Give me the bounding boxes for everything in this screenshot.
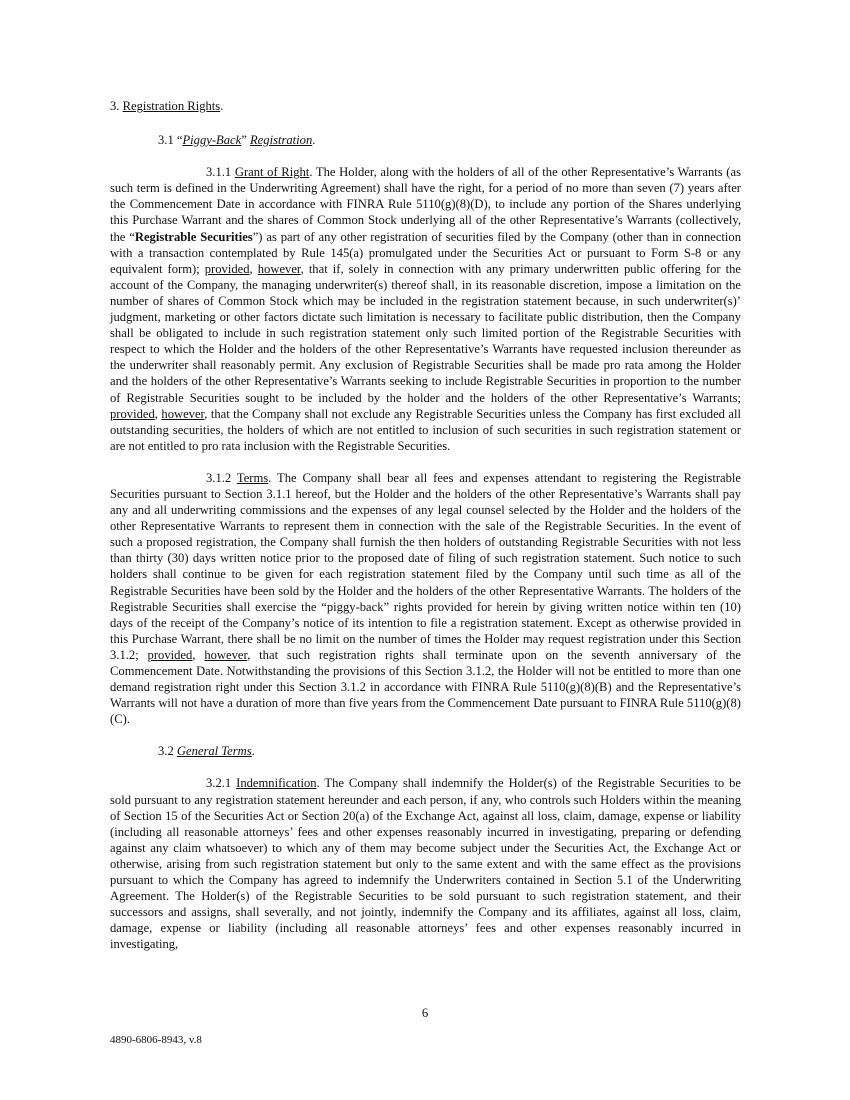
- document-id: 4890-6806-8943, v.8: [110, 1034, 202, 1046]
- section-3-2-heading: [158, 743, 741, 759]
- punctuation: ”: [241, 133, 250, 148]
- section-number: 3.1.1: [206, 165, 235, 180]
- paragraph-text: . The Company shall indemnify the Holder(s) of the Registrable Securities to be sold pursuant to any registration statement hereunder and each person, if any, who controls such Holders within the meaning of Section 15 of the Securities Act or Section 20(a) of the Exchange Act, against all loss, claim, damage, expense or liability (including all reasonable attorneys’ fees and other expenses reasonably incurred in investigating, preparing or defending against any claim whatsoever) to which any of them may become subject under the Securities Act, the Exchange Act or otherwise, arising from such registration statement but only to the same extent and with the same effect as the provisions pursuant to which the Company has agreed to indemnify the Underwriters contained in Section 5.1 of the Underwriting Agreement. The Holder(s) of the Registrable Securities to be sold pursuant to such registration statement, and their successors and assigns, shall severally, and not jointly, indemnify the Company and its affiliates, against all loss, claim, damage, expense or liability (including all reasonable attorneys’ fees and other expenses reasonably incurred in investigating,: [110, 776, 741, 952]
- punctuation: .: [220, 99, 224, 113]
- section-3-1-heading: [158, 132, 741, 148]
- section-title: Registration Rights: [122, 99, 221, 113]
- punctuation: .: [251, 744, 255, 759]
- section-title: General Terms: [176, 744, 252, 759]
- paragraph-text: ”) as part of any other registration of securities filed by the Company (other than in connection with a transaction contemplated by Rule 145(a) promulgated under the Securities Act or pursuant to Form S-8 or any equivalent form);: [110, 229, 742, 276]
- document-page: [110, 98, 741, 953]
- section-3-1-1-paragraph: [110, 164, 741, 454]
- section-number: 3.1 “: [158, 133, 183, 148]
- paragraph-text: , that if, solely in connection with any primary underwritten public offering for the account of the Company, the managing underwriter(s) thereof shall, in its reasonable discretion, impose a limitation on the number of shares of Common Stock which may be included in the registration statement because, in such underwriter(s)’ judgment, marketing or other factors dictate such limitation is necessary to facilitate public distribution, then the Company shall be obligated to include in such registration statement only such limited portion of the Registrable Securities with respect to which the Holder and the holders of the other Representative’s Warrants have requested inclusion thereunder as the underwriter shall reasonably permit. Any exclusion of Registrable Securities shall be made pro rata among the Holder and the holders of the other Representative’s Warrants seeking to include Registrable Securities in proportion to the number of Registrable Securities sought to be included by the holder and the holders of the other Representative’s Warrants;: [110, 261, 742, 405]
- section-3-1-2-paragraph: [110, 470, 741, 728]
- provided-term: provided: [204, 261, 250, 276]
- section-title: Terms: [236, 470, 269, 485]
- section-title-part: Registration: [249, 133, 313, 148]
- however-term: however: [161, 406, 205, 421]
- provided-term: provided: [147, 647, 193, 662]
- punctuation: ,: [192, 647, 205, 662]
- section-number: 3.: [110, 99, 123, 113]
- paragraph-text: , that such registration rights shall terminate upon on the seventh anniversary of the Commencement Date. Notwithstanding the provisions of this Section 3.1.2, the Holder will not be entitled to more than one demand registration right under this Section 3.1.2 in accordance with FINRA Rule 5110(g)(8)(B) and the Representative’s Warrants will not have a duration of more than five years from the Commencement Date pursuant to FINRA Rule 5110(g)(8)(C).: [110, 647, 741, 727]
- page-number: 6: [421, 1006, 429, 1020]
- however-term: however: [204, 647, 248, 662]
- punctuation: ,: [249, 261, 258, 276]
- section-number: 3.1.2: [206, 470, 237, 485]
- punctuation: ,: [154, 406, 162, 421]
- section-title: Grant of Right: [234, 165, 310, 180]
- defined-term: Registrable Securities: [134, 229, 253, 244]
- section-3-2-1-paragraph: [110, 775, 741, 952]
- paragraph-text: , that the Company shall not exclude any Registrable Securities unless the Company has first excluded all outstanding securities, the holders of which are not entitled to inclusion of such securities in such registration statement or are not entitled to pro rata inclusion with the Registrable Securities.: [110, 406, 742, 453]
- paragraph-text: . The Company shall bear all fees and expenses attendant to registering the Registrable Securities pursuant to Section 3.1.1 hereof, but the Holder and the holders of the other Representative’s Warrants shall pay any and all underwriting commissions and the expenses of any legal counsel selected by the Holder and the holders of the other Representative Warrants to represent them in connection with the sale of the Registrable Securities. In the event of such a proposed registration, the Company shall furnish the then holders of outstanding Registrable Securities with not less than thirty (30) days written notice prior to the proposed date of filing of such registration statement. Such notice to such holders shall continue to be given for each registration statement filed by the Company until such time as all of the Registrable Securities have been sold by the Holder and the holders of the other Representative Warrants. The holders of the Registrable Securities shall exercise the “piggy-back” rights provided for herein by giving written notice within ten (10) days of the receipt of the Company’s notice of its intention to file a registration statement. Except as otherwise provided in this Purchase Warrant, there shall be no limit on the number of times the Holder may request registration under this Section 3.1.2;: [110, 470, 741, 662]
- paragraph-text: . The Holder, along with the holders of all of the other Representative’s Warrants (as such term is defined in the Underwriting Agreement) shall have the right, for a period of no more than seven (7) years after the Commencement Date in accordance with FINRA Rule 5110(g)(8)(D), to include any portion of the Shares underlying this Purchase Warrant and the shares of Common Stock underlying all of the other Representative’s Warrants (collectively, the “: [110, 165, 741, 244]
- section-number: 3.2.1: [206, 776, 237, 791]
- provided-term: provided: [110, 406, 155, 421]
- section-number: 3.2: [158, 744, 177, 759]
- section-3-heading: [110, 98, 741, 114]
- section-title-part: Piggy-Back: [182, 133, 242, 148]
- punctuation: .: [312, 133, 316, 148]
- section-title: Indemnification: [236, 776, 317, 791]
- however-term: however: [257, 261, 301, 276]
